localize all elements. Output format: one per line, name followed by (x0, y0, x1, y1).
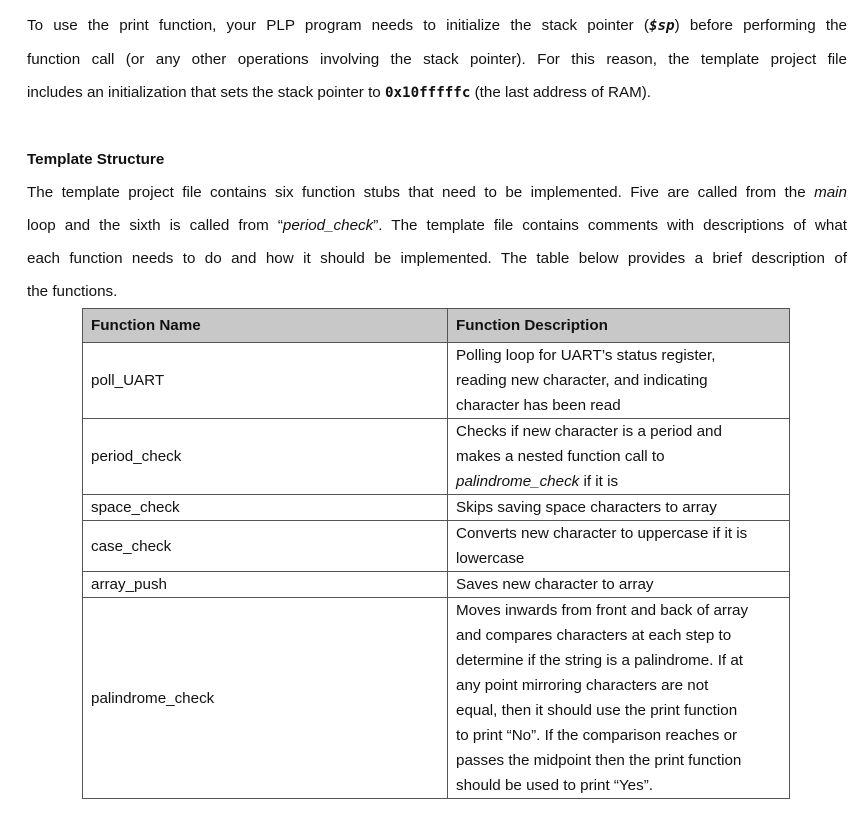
description-line: character has been read (456, 397, 621, 414)
function-name-cell: palindrome_check (83, 598, 448, 799)
function-description-cell (448, 598, 790, 799)
section-heading: Template Structure (27, 151, 165, 168)
section-text: loop and the sixth is called from “ (27, 217, 283, 234)
intro-text: (the last address of RAM). (470, 84, 652, 101)
section-line-4: the functions. (27, 283, 118, 300)
period-check-emphasis: period_check (282, 217, 374, 234)
section-line-1 (27, 176, 847, 209)
section-text: The template project file contains six function stubs that need to be implemented. Five are called from the (27, 184, 815, 201)
description-line: determine if the string is a palindrome. If at (456, 652, 744, 669)
description-text: if it is (579, 473, 619, 490)
table-row (83, 598, 790, 799)
description-line: Checks if new character is a period and (456, 423, 722, 440)
function-name-cell: array_push (83, 572, 448, 598)
description-line: and compares characters at each step to (456, 627, 732, 644)
table-row (83, 419, 790, 495)
function-description-cell (448, 419, 790, 495)
function-table (82, 308, 790, 799)
intro-line-2: function call (or any other operations involving the stack pointer). For this reason, the template project file (27, 51, 847, 68)
description-line (456, 469, 782, 494)
description-line: reading new character, and indicating (456, 372, 708, 389)
section-line-3: each function needs to do and how it should be implemented. The table below provides a brief description of (27, 250, 847, 267)
section-line-2 (27, 209, 847, 242)
table-header-row (83, 309, 790, 343)
description-line: equal, then it should use the print function (456, 702, 738, 719)
table-row (83, 572, 790, 598)
description-line: Saves new character to array (456, 576, 654, 593)
intro-text: ) before performing the (674, 17, 847, 34)
function-name-cell: period_check (83, 419, 448, 495)
description-line: Skips saving space characters to array (456, 499, 717, 516)
ram-address-code: 0x10fffffc (384, 85, 471, 101)
table-row (83, 521, 790, 572)
document-page (27, 0, 847, 308)
section-text: ”. The template file contains comments with descriptions of what (373, 217, 848, 234)
table-row (83, 343, 790, 419)
main-emphasis: main (814, 184, 847, 201)
description-line: Converts new character to uppercase if it is (456, 525, 748, 542)
function-name-cell: poll_UART (83, 343, 448, 419)
header-function-name: Function Name (83, 309, 448, 343)
section-paragraph (27, 176, 847, 308)
function-name-cell: case_check (83, 521, 448, 572)
description-line: Polling loop for UART’s status register, (456, 347, 716, 364)
palindrome-check-emphasis: palindrome_check (456, 473, 580, 490)
intro-text: includes an initialization that sets the stack pointer to (27, 84, 385, 101)
intro-paragraph (27, 0, 847, 110)
function-name-cell: space_check (83, 495, 448, 521)
intro-text: To use the print function, your PLP program needs to initialize the stack pointer ( (27, 17, 649, 34)
function-description-cell (448, 343, 790, 419)
description-line: any point mirroring characters are not (456, 677, 709, 694)
description-line: lowercase (456, 550, 525, 567)
description-line: makes a nested function call to (456, 448, 665, 465)
description-line: passes the midpoint then the print function (456, 752, 742, 769)
stack-pointer-code: $sp (648, 18, 675, 34)
intro-line-3 (27, 76, 847, 110)
intro-line-1 (27, 9, 847, 43)
description-line: Moves inwards from front and back of array (456, 602, 749, 619)
function-description-cell (448, 521, 790, 572)
table-row (83, 495, 790, 521)
function-description-cell (448, 572, 790, 598)
description-line: should be used to print “Yes”. (456, 777, 653, 794)
function-description-cell (448, 495, 790, 521)
header-function-description: Function Description (448, 309, 790, 343)
description-line: to print “No”. If the comparison reaches or (456, 727, 738, 744)
